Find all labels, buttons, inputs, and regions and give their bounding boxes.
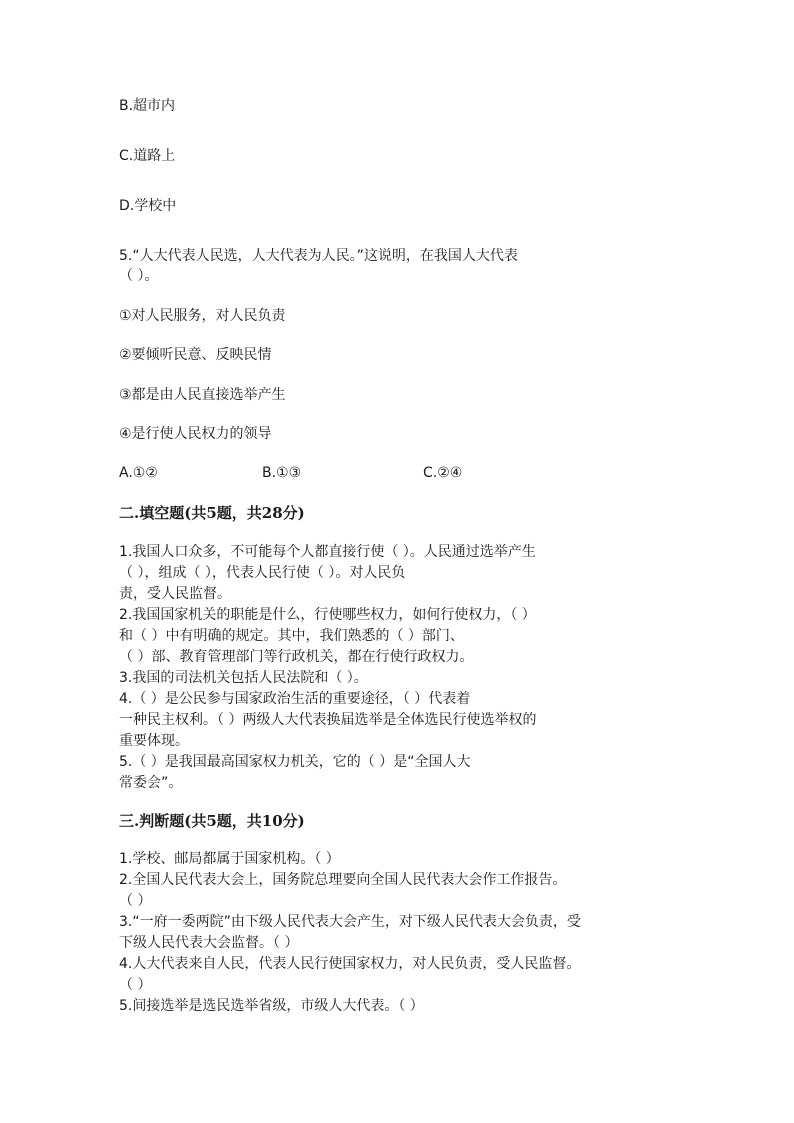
q4-option-d: D.学校中	[119, 198, 177, 214]
q4-option-b: B.超市内	[119, 98, 176, 114]
s2-line: 4.（ ）是公民参与国家政治生活的重要途径，（ ）代表着	[119, 691, 471, 707]
s3-line: 下级人民代表大会监督。（ ）	[119, 935, 299, 951]
s2-line: 5.（ ）是我国最高国家权力机关，它的（ ）是“全国人大	[119, 754, 471, 770]
q4-option-c: C.道路上	[119, 148, 176, 164]
s3-line: 2.全国人民代表大会上，国务院总理要向全国人民代表大会作工作报告。	[119, 872, 567, 888]
s2-line: 2.我国国家机关的职能是什么，行使哪些权力，如何行使权力，（ ）	[119, 607, 536, 623]
s2-line: 重要体现。	[119, 733, 189, 749]
s2-line: 3.我国的司法机关包括人民法院和（ ）。	[119, 670, 368, 686]
q5-option-a: A.①②	[119, 465, 158, 481]
s3-line: （ ）	[119, 893, 152, 909]
q5-option-b: B.①③	[262, 465, 302, 481]
q5-stem-line2: （ ）。	[119, 268, 159, 284]
s3-line: （ ）	[119, 977, 152, 993]
s2-line: （ ）部、教育管理部门等行政机关，都在行使行政权力。	[119, 649, 474, 665]
s3-line: 1.学校、邮局都属于国家机构。（ ）	[119, 851, 340, 867]
s2-line: （ ），组成（ ），代表人民行使（ ）。对人民负	[119, 565, 406, 581]
s2-line: 1.我国人口众多，不可能每个人都直接行使（ ）。人民通过选举产生	[119, 544, 536, 560]
s3-line: 4.人大代表来自人民，代表人民行使国家权力，对人民负责，受人民监督。	[119, 956, 581, 972]
s2-line: 和（ ）中有明确的规定。其中，我们熟悉的（ ）部门、	[119, 628, 464, 644]
s2-line: 一种民主权利。（ ）两级人大代表换届选举是全体选民行使选举权的	[119, 712, 537, 728]
s3-line: 3.“一府一委两院”由下级人民代表大会产生，对下级人民代表大会负责，受	[119, 914, 581, 930]
q5-item-3: ③都是由人民直接选举产生	[119, 387, 286, 403]
q5-option-c: C.②④	[423, 465, 463, 481]
q5-options-row	[119, 463, 679, 483]
s2-line: 责，受人民监督。	[119, 586, 231, 602]
section3-heading: 三.判断题(共5题，共10分)	[119, 812, 305, 830]
q5-item-2: ②要倾听民意、反映民情	[119, 347, 272, 363]
q5-item-4: ④是行使人民权力的领导	[119, 426, 272, 442]
q5-stem-line1: 5.“人大代表人民选，人大代表为人民。”这说明，在我国人大代表	[119, 248, 518, 264]
s3-line: 5.间接选举是选民选举省级，市级人大代表。（ ）	[119, 998, 424, 1014]
q5-item-1: ①对人民服务，对人民负责	[119, 308, 286, 324]
section2-heading: 二.填空题(共5题，共28分)	[119, 504, 305, 522]
s2-line: 常委会”。	[119, 775, 183, 791]
